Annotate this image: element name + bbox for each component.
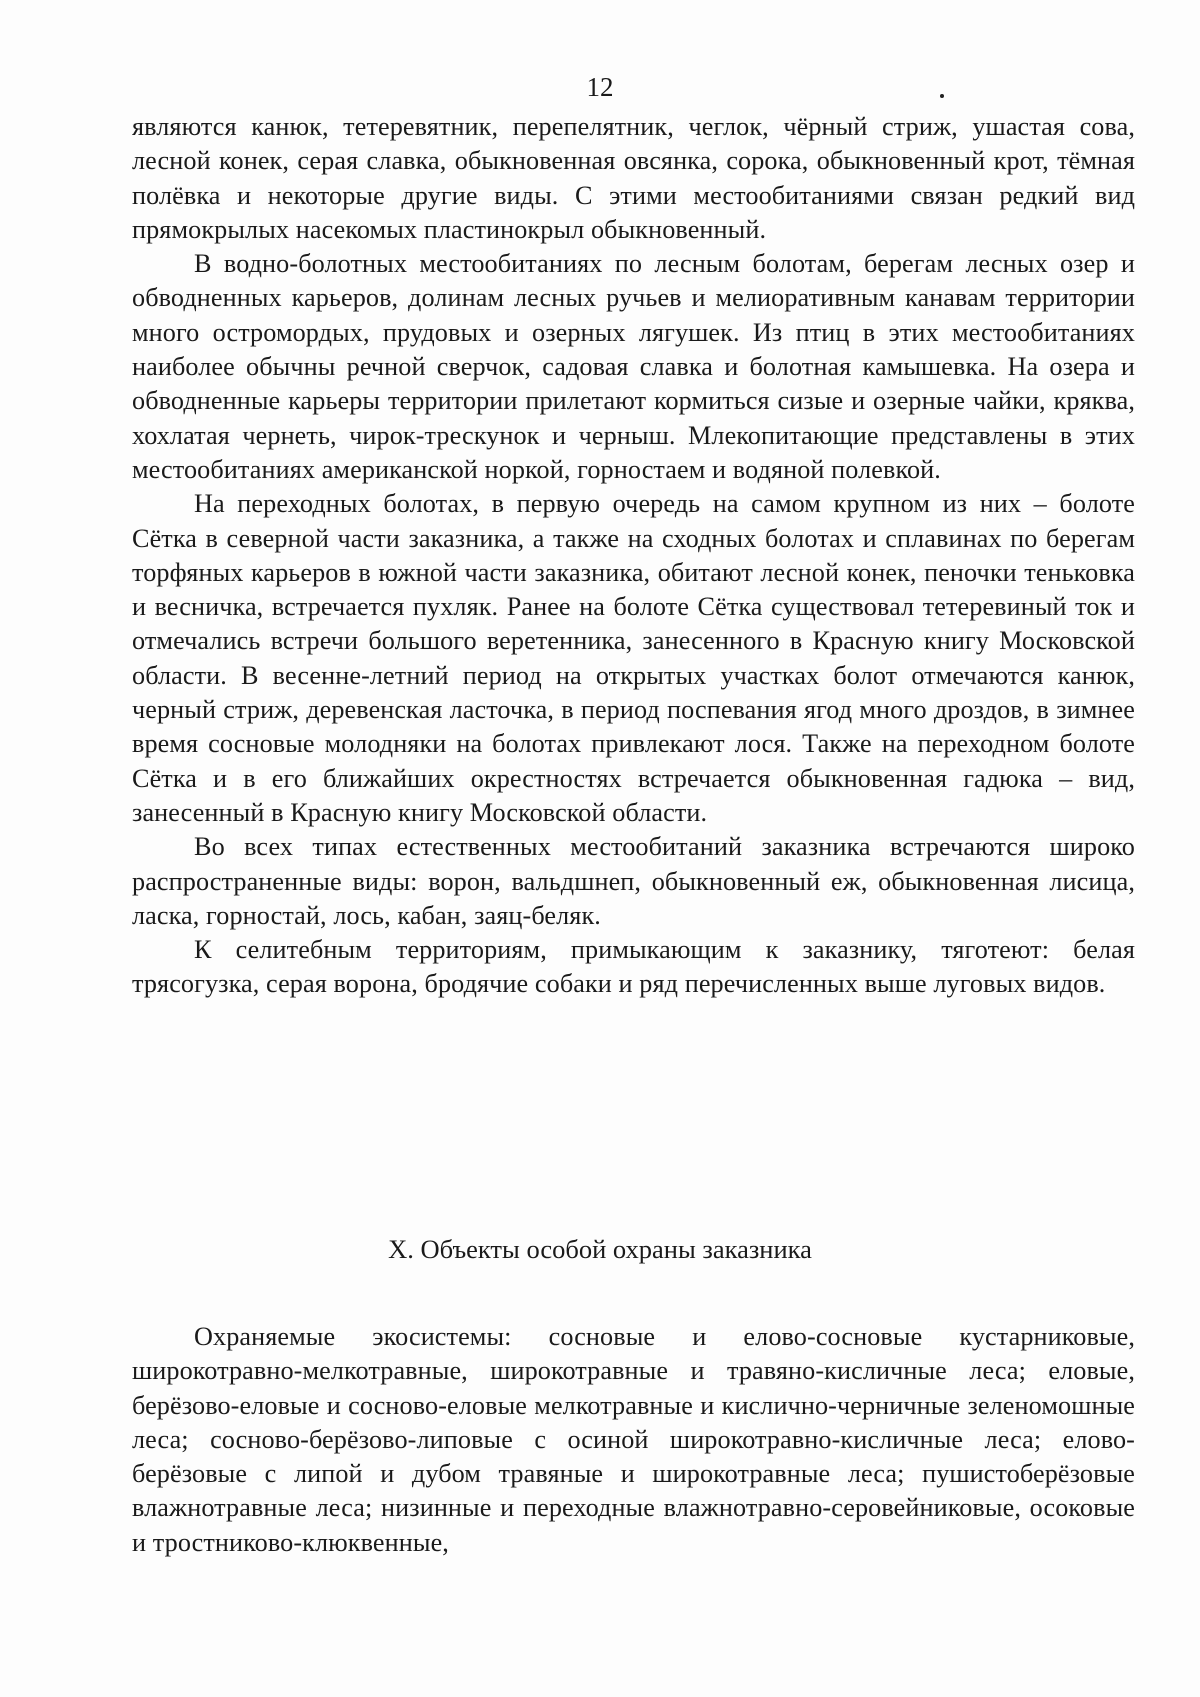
paragraph: Охраняемые экосистемы: сосновые и елово-сосновые кустарниковые, широкотравно-мелкотравные, широкотравные и травяно-кисличные леса; еловые, берёзово-еловые и сосново-еловые мелкотравные и кислично-черничные зеленомошные леса; сосново-берёзово-липовые с осиной широкотравно-кисличные леса; елово-берёзовые с липой и дубом травяные и широкотравные леса; пушистоберёзовые влажнотравные леса; низинные и переходные влажнотравно-серовейниковые, осоковые и тростниково-клюквенные, [132,1322,1135,1557]
paragraph: В водно-болотных местообитаниях по лесным болотам, берегам лесных озер и обводненных карьеров, долинам лесных ручьев и мелиоративным канавам территории много остромордых, прудовых и озерных лягушек. Из птиц в этих местообитаниях наиболее обычны речной сверчок, садовая славка и болотная камышевка. На озера и обводненные карьеры территории прилетают кормиться сизые и озерные чайки, кряква, хохлатая чернеть, чирок-трескунок и черныш. Млекопитающие представлены в этих местообитаниях американской норкой, горностаем и водяной полевкой. [132,249,1135,484]
paragraph: К селитебным территориям, примыкающим к заказнику, тяготеют: белая трясогузка, серая ворона, бродячие собаки и ряд перечисленных выше луговых видов. [132,935,1135,999]
body-text [132,110,1135,1002]
scan-speck [940,94,944,98]
paragraph: являются канюк, тетеревятник, перепелятник, чеглок, чёрный стриж, ушастая сова, лесной конек, серая славка, обыкновенная овсянка, сорока, обыкновенный крот, тёмная полёвка и некоторые другие виды. С этими местообитаниями связан редкий вид прямокрылых насекомых пластинокрыл обыкновенный. [132,112,1135,244]
section-body-text [132,1320,1135,1560]
paragraph: На переходных болотах, в первую очередь на самом крупном из них – болоте Сётка в северной части заказника, а также на сходных болотах и сплавинах по берегам торфяных карьеров в южной части заказника, обитают лесной конек, пеночки теньковка и весничка, встречается пухляк. Ранее на болоте Сётка существовал тетеревиный ток и отмечались встречи большого веретенника, занесенного в Красную книгу Московской области. В весенне-летний период на открытых участках болот отмечаются канюк, черный стриж, деревенская ласточка, в период поспевания ягод много дроздов, в зимнее время сосновые молодняки на болотах привлекают лося. Также на переходном болоте Сётка и в его ближайших окрестностях встречается обыкновенная гадюка – вид, занесенный в Красную книгу Московской области. [132,489,1135,827]
paragraph: Во всех типах естественных местообитаний заказника встречаются широко распространенные виды: ворон, вальдшнеп, обыкновенный еж, обыкновенная лисица, ласка, горностай, лось, кабан, заяц-беляк. [132,832,1135,930]
section-heading: X. Объекты особой охраны заказника [388,1234,812,1264]
page-number: 12 [586,72,614,102]
